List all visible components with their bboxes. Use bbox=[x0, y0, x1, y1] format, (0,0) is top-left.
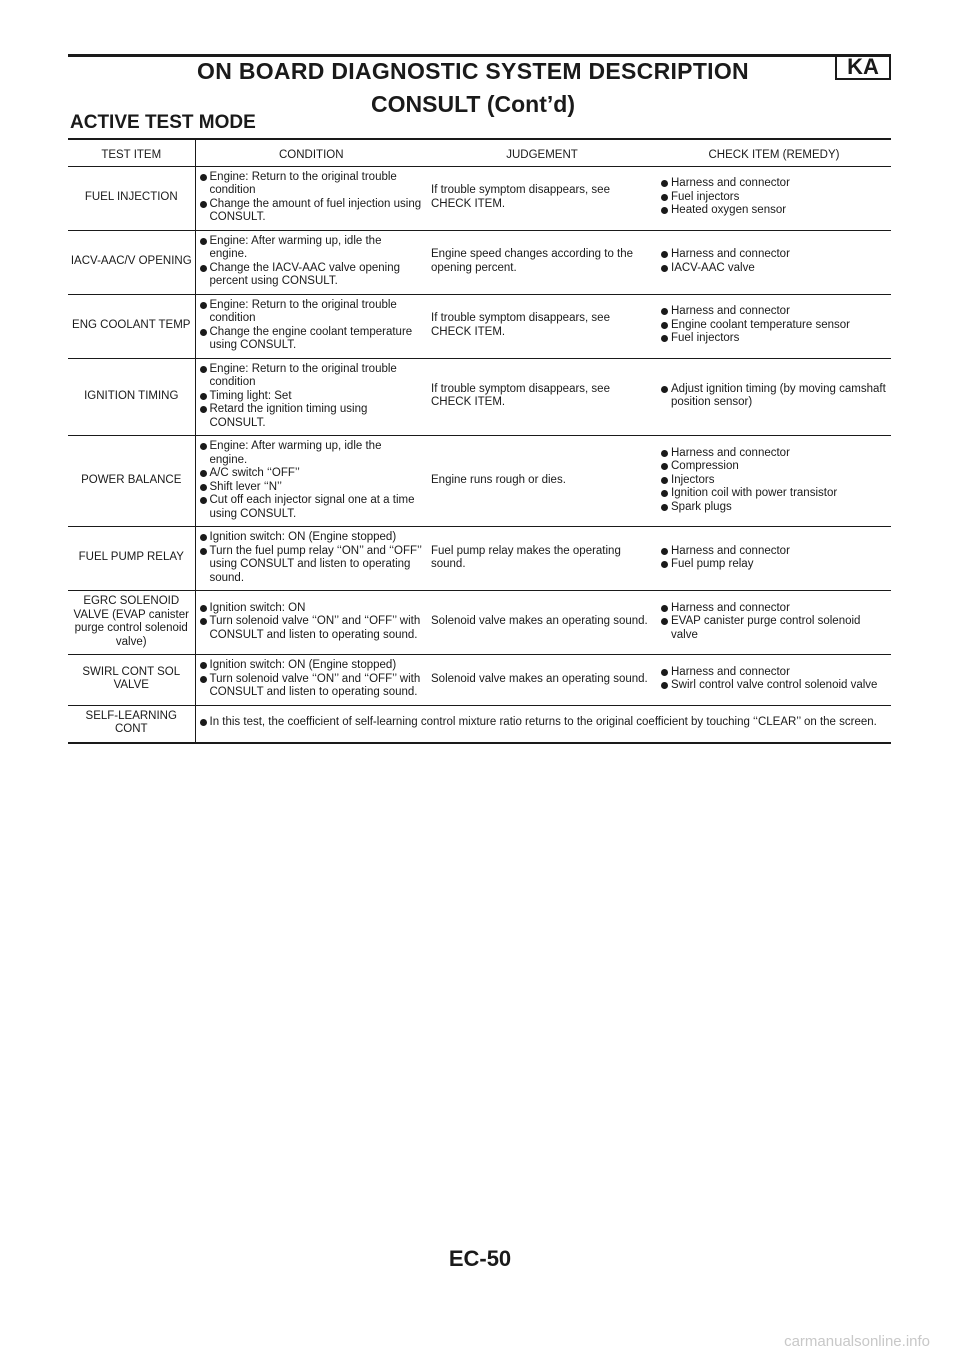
test-item-cell: IACV-AAC/V OPENING bbox=[68, 230, 195, 294]
judgement-cell: Fuel pump relay makes the operating sound. bbox=[427, 527, 657, 591]
table-row-self-learning bbox=[68, 705, 891, 743]
test-item-cell: ENG COOLANT TEMP bbox=[68, 294, 195, 358]
column-header-condition: CONDITION bbox=[195, 139, 427, 166]
condition-list bbox=[200, 659, 423, 700]
bullet-item: Change the IACV-AAC valve opening percent using CONSULT. bbox=[200, 262, 423, 289]
bullet-item: Change the engine coolant temperature using CONSULT. bbox=[200, 326, 423, 353]
bullet-item: Harness and connector bbox=[661, 602, 886, 616]
table-row bbox=[68, 591, 891, 655]
bullet-item: Engine: Return to the original trouble condition bbox=[200, 299, 423, 326]
bullet-item: Turn solenoid valve ‘‘ON’’ and ‘‘OFF’’ with CONSULT and listen to operating sound. bbox=[200, 615, 423, 642]
test-item-cell: SWIRL CONT SOL VALVE bbox=[68, 655, 195, 706]
check-item-list bbox=[661, 602, 886, 643]
condition-list bbox=[200, 440, 423, 521]
judgement-cell: Solenoid valve makes an operating sound. bbox=[427, 655, 657, 706]
condition-list bbox=[200, 602, 423, 643]
bullet-item: Spark plugs bbox=[661, 501, 886, 515]
condition-list bbox=[200, 363, 423, 431]
bullet-item: Shift lever ‘‘N’’ bbox=[200, 481, 423, 495]
judgement-cell: If trouble symptom disappears, see CHECK ITEM. bbox=[427, 294, 657, 358]
bullet-item: In this test, the coefficient of self-learning control mixture ratio returns to the original coefficient by touching ‘‘CLEAR’’ on the screen. bbox=[200, 716, 887, 730]
bullet-item: Engine: Return to the original trouble condition bbox=[200, 363, 423, 390]
condition-cell bbox=[195, 294, 427, 358]
table-row bbox=[68, 655, 891, 706]
condition-cell bbox=[195, 436, 427, 527]
bullet-item: Ignition switch: ON (Engine stopped) bbox=[200, 531, 423, 545]
condition-list bbox=[200, 531, 423, 585]
section-title: ACTIVE TEST MODE bbox=[70, 112, 256, 133]
test-item-cell: IGNITION TIMING bbox=[68, 358, 195, 436]
check-item-cell bbox=[657, 436, 891, 527]
bullet-item: Turn the fuel pump relay ‘‘ON’’ and ‘‘OFF’’ using CONSULT and listen to operating sound. bbox=[200, 545, 423, 586]
self-learning-list bbox=[200, 716, 887, 730]
check-item-list bbox=[661, 447, 886, 515]
bullet-item: Fuel injectors bbox=[661, 332, 886, 346]
bullet-item: Harness and connector bbox=[661, 545, 886, 559]
active-test-table bbox=[68, 138, 891, 744]
bullet-item: Turn solenoid valve ‘‘ON’’ and ‘‘OFF’’ with CONSULT and listen to operating sound. bbox=[200, 673, 423, 700]
table-body bbox=[68, 166, 891, 743]
condition-list bbox=[200, 299, 423, 353]
check-item-list bbox=[661, 545, 886, 572]
bullet-item: Fuel injectors bbox=[661, 191, 886, 205]
condition-cell bbox=[195, 230, 427, 294]
bullet-item: Cut off each injector signal one at a time using CONSULT. bbox=[200, 494, 423, 521]
column-header-judgement: JUDGEMENT bbox=[427, 139, 657, 166]
header-title: ON BOARD DIAGNOSTIC SYSTEM DESCRIPTION bbox=[197, 58, 749, 84]
bullet-item: Retard the ignition timing using CONSULT. bbox=[200, 403, 423, 430]
table-row bbox=[68, 166, 891, 230]
table-row bbox=[68, 436, 891, 527]
check-item-cell bbox=[657, 358, 891, 436]
table-row bbox=[68, 358, 891, 436]
test-item-cell: FUEL INJECTION bbox=[68, 166, 195, 230]
table-row bbox=[68, 527, 891, 591]
bullet-item: Engine: After warming up, idle the engine. bbox=[200, 440, 423, 467]
bullet-item: Harness and connector bbox=[661, 177, 886, 191]
check-item-cell bbox=[657, 527, 891, 591]
bullet-item: Injectors bbox=[661, 474, 886, 488]
bullet-item: Harness and connector bbox=[661, 666, 886, 680]
bullet-item: Harness and connector bbox=[661, 248, 886, 262]
bullet-item: Adjust ignition timing (by moving camshaft position sensor) bbox=[661, 383, 886, 410]
table-row bbox=[68, 230, 891, 294]
judgement-cell: Solenoid valve makes an operating sound. bbox=[427, 591, 657, 655]
bullet-item: Compression bbox=[661, 460, 886, 474]
bullet-item: Ignition coil with power transistor bbox=[661, 487, 886, 501]
condition-list bbox=[200, 171, 423, 225]
bullet-item: Ignition switch: ON bbox=[200, 602, 423, 616]
bullet-item: Harness and connector bbox=[661, 305, 886, 319]
bullet-item: Engine: After warming up, idle the engine. bbox=[200, 235, 423, 262]
check-item-list bbox=[661, 177, 886, 218]
bullet-item: Harness and connector bbox=[661, 447, 886, 461]
header-subtitle: CONSULT (Cont’d) bbox=[371, 91, 575, 117]
condition-cell bbox=[195, 358, 427, 436]
condition-cell bbox=[195, 527, 427, 591]
test-item-cell: EGRC SOLENOID VALVE (EVAP canister purge control solenoid valve) bbox=[68, 591, 195, 655]
bullet-item: IACV-AAC valve bbox=[661, 262, 886, 276]
column-header-check-item: CHECK ITEM (REMEDY) bbox=[657, 139, 891, 166]
judgement-cell: If trouble symptom disappears, see CHECK ITEM. bbox=[427, 358, 657, 436]
bullet-item: A/C switch ‘‘OFF’’ bbox=[200, 467, 423, 481]
column-header-test-item: TEST ITEM bbox=[68, 139, 195, 166]
bullet-item: Fuel pump relay bbox=[661, 558, 886, 572]
table-row bbox=[68, 294, 891, 358]
test-item-cell: SELF-LEARNING CONT bbox=[68, 705, 195, 743]
condition-list bbox=[200, 235, 423, 289]
check-item-cell bbox=[657, 230, 891, 294]
test-item-cell: FUEL PUMP RELAY bbox=[68, 527, 195, 591]
check-item-cell bbox=[657, 655, 891, 706]
check-item-list bbox=[661, 666, 886, 693]
condition-cell bbox=[195, 591, 427, 655]
test-item-cell: POWER BALANCE bbox=[68, 436, 195, 527]
bullet-item: Swirl control valve control solenoid valve bbox=[661, 679, 886, 693]
judgement-cell: Engine speed changes according to the opening percent. bbox=[427, 230, 657, 294]
check-item-cell bbox=[657, 591, 891, 655]
check-item-cell bbox=[657, 166, 891, 230]
bullet-item: Change the amount of fuel injection using CONSULT. bbox=[200, 198, 423, 225]
judgement-cell: If trouble symptom disappears, see CHECK ITEM. bbox=[427, 166, 657, 230]
check-item-list bbox=[661, 383, 886, 410]
table-header-row bbox=[68, 139, 891, 166]
check-item-list bbox=[661, 248, 886, 275]
bullet-item: EVAP canister purge control solenoid valve bbox=[661, 615, 886, 642]
bullet-item: Timing light: Set bbox=[200, 390, 423, 404]
condition-cell bbox=[195, 166, 427, 230]
page-header bbox=[68, 54, 891, 117]
bullet-item: Heated oxygen sensor bbox=[661, 204, 886, 218]
bullet-item: Engine: Return to the original trouble condition bbox=[200, 171, 423, 198]
bullet-item: Ignition switch: ON (Engine stopped) bbox=[200, 659, 423, 673]
check-item-cell bbox=[657, 294, 891, 358]
self-learning-description-cell bbox=[195, 705, 891, 743]
watermark: carmanualsonline.info bbox=[784, 1333, 930, 1350]
judgement-cell: Engine runs rough or dies. bbox=[427, 436, 657, 527]
page-number: EC-50 bbox=[448, 1246, 512, 1271]
check-item-list bbox=[661, 305, 886, 346]
condition-cell bbox=[195, 655, 427, 706]
bullet-item: Engine coolant temperature sensor bbox=[661, 319, 886, 333]
header-engine-code: KA bbox=[835, 54, 891, 80]
